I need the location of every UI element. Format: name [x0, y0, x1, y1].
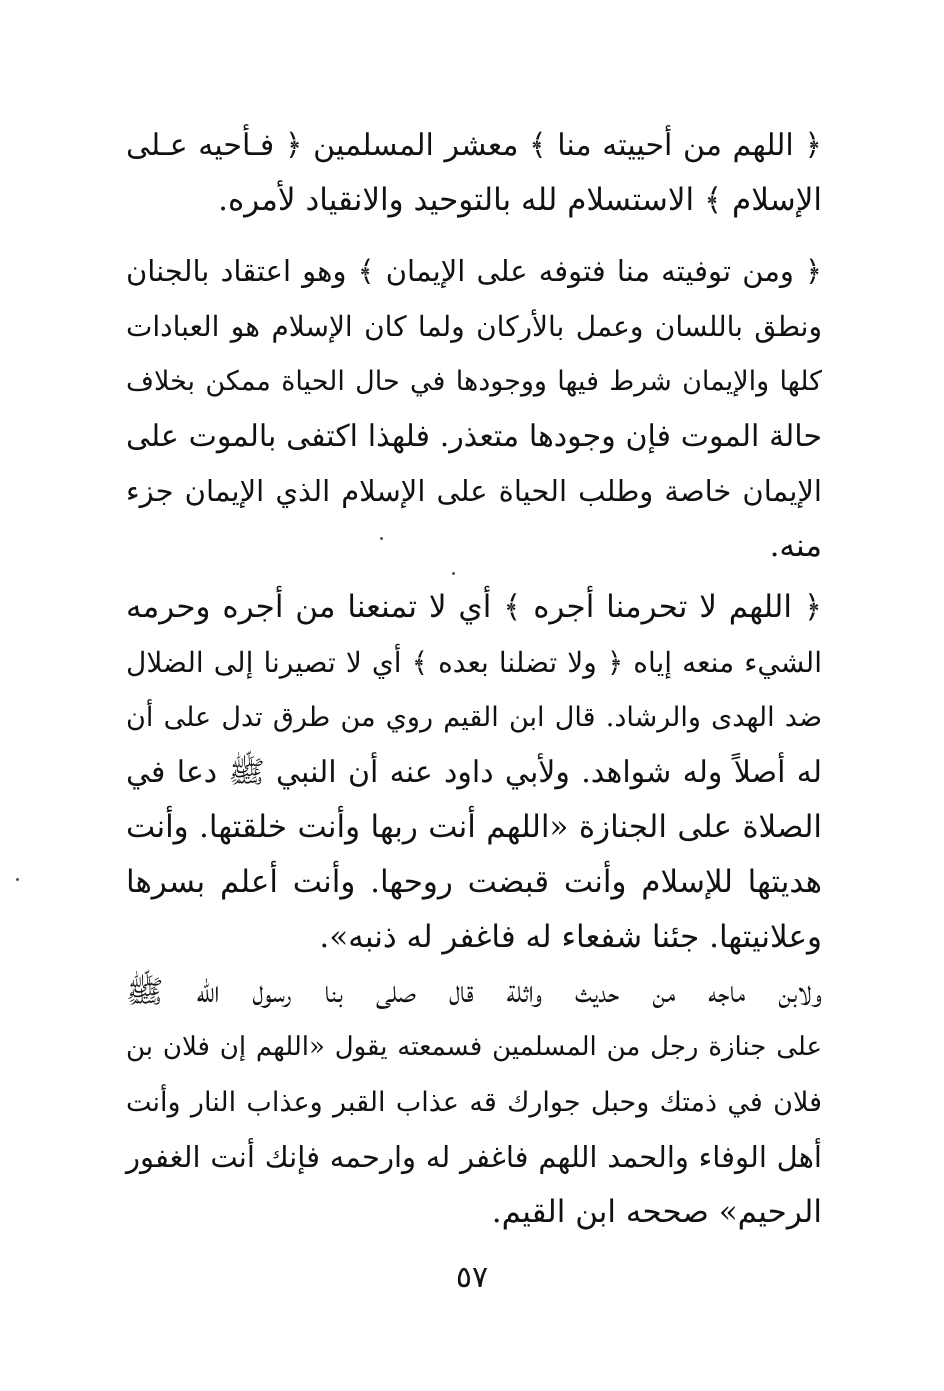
paragraph-1 — [126, 118, 822, 228]
paragraph-2 — [126, 244, 822, 574]
page-number: ٥٧ — [455, 1260, 489, 1295]
scan-speck — [380, 537, 383, 540]
scan-speck — [452, 572, 455, 575]
paragraph-4 — [126, 965, 822, 1240]
text-line: الصلاة على الجنازة «اللهم أنت ربها وأنت خلقتها. وأنت — [126, 809, 822, 845]
text-line: ولابن ماجه من حديث واثلة قال صلى بنا رسول الله ﷺ — [126, 974, 822, 1010]
text-line: وعلانيتها. جئنا شفعاء له فاغفر له ذنبه». — [319, 919, 822, 955]
text-line: على جنازة رجل من المسلمين فسمعته يقول «اللهم إن فلان بن — [126, 1032, 822, 1062]
text-line: الإسلام ﴾ الاستسلام لله بالتوحيد والانقياد لأمره. — [218, 182, 822, 218]
text-line: هديتها للإسلام وأنت قبضت روحها. وأنت أعلم بسرها — [126, 864, 822, 900]
text-line: الرحيم» صححه ابن القيم. — [491, 1194, 822, 1230]
scan-speck — [16, 878, 19, 881]
text-line: ضد الهدى والرشاد. قال ابن القيم روي من طرق تدل على أن — [126, 702, 822, 733]
text-line: له أصلاً وله شواهد. ولأبي داود عنه أن النبي ﷺ دعا في — [126, 755, 822, 790]
text-line: فلان في ذمتك وحبل جوارك قه عذاب القبر وعذاب النار وأنت — [126, 1087, 822, 1118]
text-line: الشيء منعه إياه ﴿ ولا تضلنا بعده ﴾ أي لا تصيرنا إلى الضلال — [126, 646, 822, 679]
text-line: ونطق باللسان وعمل بالأركان ولما كان الإسلام هو العبادات — [126, 310, 822, 343]
paragraph-3 — [126, 580, 822, 965]
text-line: ﴿ ومن توفيته منا فتوفه على الإيمان ﴾ وهو اعتقاد بالجنان — [126, 254, 822, 288]
text-line: ﴿ اللهم من أحييته منا ﴾ معشر المسلمين ﴿ فـأحيه عـلى — [126, 128, 822, 163]
text-line: حالة الموت فإن وجودها متعذر. فلهذا اكتفى بالموت على — [126, 419, 822, 454]
text-line: الإيمان خاصة وطلب الحياة على الإسلام الذي الإيمان جزء — [126, 474, 822, 508]
text-line: كلها والإيمان شرط فيها ووجودها في حال الحياة ممكن بخلاف — [126, 366, 822, 397]
text-line: منه. — [769, 528, 822, 564]
text-line: أهل الوفاء والحمد اللهم فاغفر له وارحمه فإنك أنت الغفور — [126, 1140, 822, 1174]
text-line: ﴿ اللهم لا تحرمنا أجره ﴾ أي لا تمنعنا من أجره وحرمه — [126, 589, 822, 625]
